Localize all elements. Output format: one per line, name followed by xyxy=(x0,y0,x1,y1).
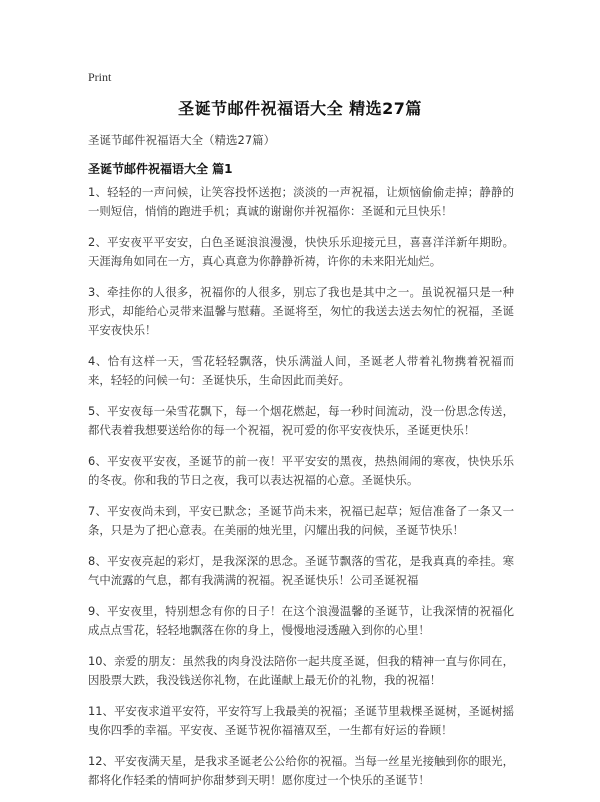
paragraph: 8、平安夜亮起的彩灯，是我深深的思念。圣诞节飘落的雪花，是我真真的牵挂。寒气中流露的气息，都有我满满的祝福。祝圣诞快乐！公司圣诞祝福 xyxy=(88,554,514,587)
print-label: Print xyxy=(88,70,112,84)
paragraph-list xyxy=(88,183,514,802)
paragraph: 2、平安夜平平安安，白色圣诞浪浪漫漫，快快乐乐迎接元旦，喜喜洋洋新年期盼。天涯海角如同在一方，真心真意为你静静祈祷，许你的未来阳光灿烂。 xyxy=(88,235,514,268)
paragraph: 12、平安夜满天星，是我求圣诞老公公给你的祝福。当每一丝星光接触到你的眼光，都将化作轻柔的情呵护你甜梦到天明！愿你度过一个快乐的圣诞节！ xyxy=(88,754,514,787)
paragraph: 10、亲爱的朋友：虽然我的肉身没法陪你一起共度圣诞，但我的精神一直与你同在，因股票大跌，我没钱送你礼物，在此谨献上最无价的礼物，我的祝福！ xyxy=(88,654,514,687)
paragraph: 5、平安夜每一朵雪花飘下，每一个烟花燃起，每一秒时间流动，没一份思念传送，都代表着我想要送给你的每一个祝福，祝可爱的你平安夜快乐，圣诞更快乐！ xyxy=(88,404,514,437)
section-heading: 圣诞节邮件祝福语大全 篇1 xyxy=(88,162,233,176)
page-subtitle: 圣诞节邮件祝福语大全（精选27篇） xyxy=(88,133,276,147)
paragraph: 1、轻轻的一声问候，让笑容投怀送抱；淡淡的一声祝福，让烦恼偷偷走掉；静静的一则短信，悄悄的跑进手机；真诚的谢谢你并祝福你：圣诞和元旦快乐！ xyxy=(88,185,514,218)
paragraph: 9、平安夜里，特别想念有你的日子！在这个浪漫温馨的圣诞节，让我深情的祝福化成点点雪花，轻轻地飘落在你的身上，慢慢地浸透融入到你的心里！ xyxy=(88,604,514,637)
page-title: 圣诞节邮件祝福语大全 精选27篇 xyxy=(178,99,422,118)
paragraph: 11、平安夜求道平安符，平安符写上我最美的祝福；圣诞节里栽棵圣诞树，圣诞树摇曳你四季的幸福。平安夜、圣诞节祝你福禧双至，一生都有好运的眷顾！ xyxy=(88,704,514,737)
paragraph: 4、恰有这样一天，雪花轻轻飘落，快乐满溢人间，圣诞老人带着礼物携着祝福而来，轻轻的问候一句：圣诞快乐，生命因此而美好。 xyxy=(88,354,514,387)
paragraph: 6、平安夜平安夜，圣诞节的前一夜！平平安安的黑夜，热热闹闹的寒夜，快快乐乐的冬夜。你和我的节日之夜，我可以表达祝福的心意。圣诞快乐。 xyxy=(88,454,514,487)
paragraph: 7、平安夜尚未到，平安已默念；圣诞节尚未来，祝福已起草；短信准备了一条又一条，只是为了把心意表。在美丽的烛光里，闪耀出我的问候，圣诞节快乐！ xyxy=(88,504,514,537)
paragraph: 3、牵挂你的人很多，祝福你的人很多，别忘了我也是其中之一。虽说祝福只是一种形式，却能给心灵带来温馨与慰藉。圣诞将至，匆忙的我送去送去匆忙的祝福，圣诞平安夜快乐！ xyxy=(88,285,514,337)
